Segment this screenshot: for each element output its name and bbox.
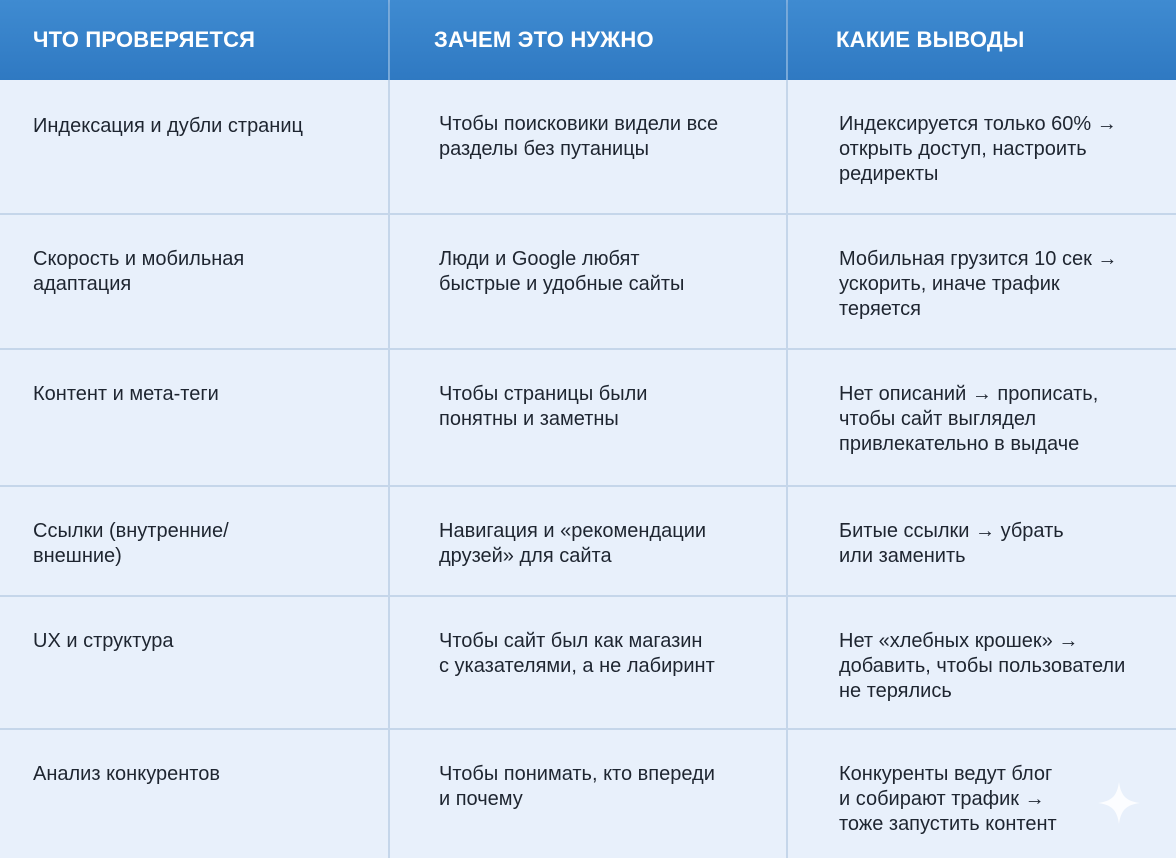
table-cell-why: Чтобы сайт был как магазин с указателями, а не лабиринт <box>390 597 788 730</box>
table-cell-conclusion: Индексируется только 60% → открыть доступ, настроить редиректы <box>788 80 1176 215</box>
header-why-needed <box>390 0 788 80</box>
header-conclusions <box>788 0 1176 80</box>
header-what-is-checked <box>0 0 390 80</box>
table-cell-what: Контент и мета-теги <box>0 350 390 487</box>
table-cell-what: Скорость и мобильная адаптация <box>0 215 390 350</box>
table-cell-conclusion: Мобильная грузится 10 сек → ускорить, иначе трафик теряется <box>788 215 1176 350</box>
table-cell-what: Индексация и дубли страниц <box>0 80 390 215</box>
header-label: КАКИЕ ВЫВОДЫ <box>836 27 1025 52</box>
header-label: ЗАЧЕМ ЭТО НУЖНО <box>434 27 654 52</box>
header-label: ЧТО ПРОВЕРЯЕТСЯ <box>33 27 256 52</box>
table-cell-why: Чтобы поисковики видели все разделы без путаницы <box>390 80 788 215</box>
table-cell-why: Чтобы страницы были понятны и заметны <box>390 350 788 487</box>
table-cell-what: Анализ конкурентов <box>0 730 390 858</box>
table-cell-conclusion: Нет «хлебных крошек» → добавить, чтобы пользователи не терялись <box>788 597 1176 730</box>
table-cell-why: Люди и Google любят быстрые и удобные сайты <box>390 215 788 350</box>
table-cell-why: Навигация и «рекомендации друзей» для сайта <box>390 487 788 597</box>
table-cell-conclusion: Битые ссылки → убрать или заменить <box>788 487 1176 597</box>
table-cell-conclusion: Нет описаний → прописать, чтобы сайт выглядел привлекательно в выдаче <box>788 350 1176 487</box>
table-cell-what: UX и структура <box>0 597 390 730</box>
sparkle-icon <box>1096 780 1142 826</box>
table-cell-conclusion: Конкуренты ведут блог и собирают трафик → тоже запустить контент <box>788 730 1176 858</box>
table-cell-why: Чтобы понимать, кто впереди и почему <box>390 730 788 858</box>
table-cell-what: Ссылки (внутренние/ внешние) <box>0 487 390 597</box>
